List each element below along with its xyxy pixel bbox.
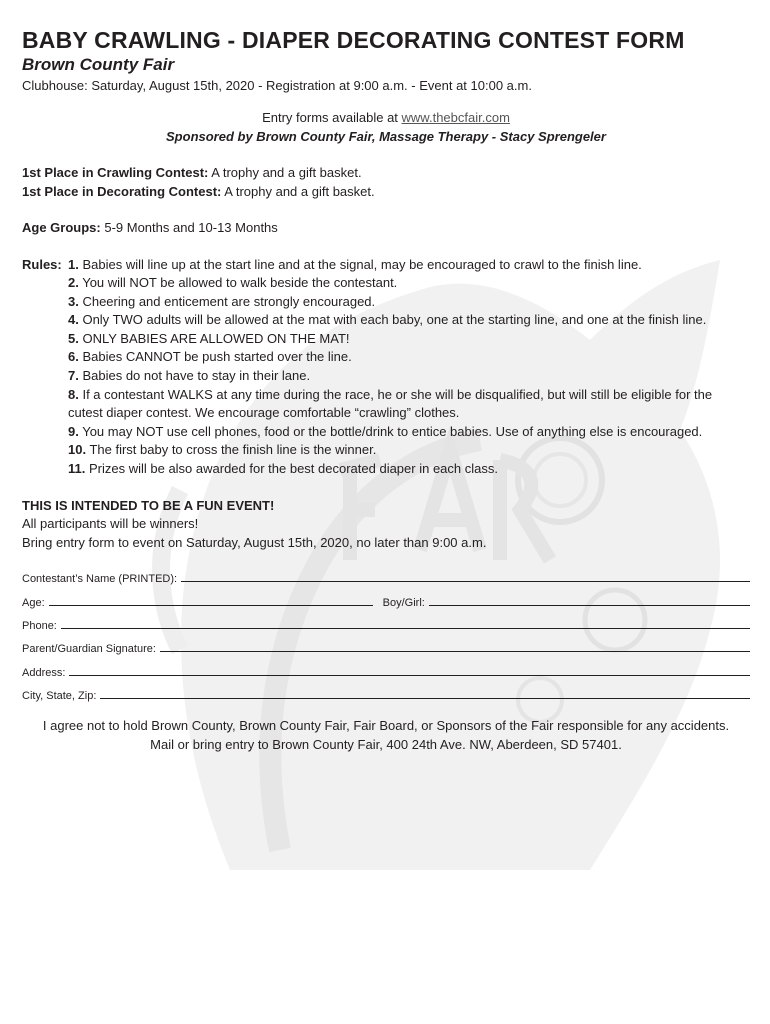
fun-heading: THIS IS INTENDED TO BE A FUN EVENT! — [22, 497, 275, 513]
age-groups-label: Age Groups: — [22, 220, 101, 235]
signature-field[interactable] — [22, 632, 750, 655]
fun-line-deadline: Bring entry form to event on Saturday, August 15th, 2020, no later than 9:00 a.m. — [22, 534, 487, 550]
prize-text: A trophy and a gift basket. — [221, 183, 375, 199]
contest-form — [22, 26, 750, 754]
gender-label: Boy/Girl: — [382, 596, 425, 609]
signature-input[interactable] — [160, 642, 750, 652]
rule-item — [68, 348, 750, 367]
rule-item — [68, 441, 750, 460]
rule-text: You may NOT use cell phones, food or the bottle/drink to entice babies. Use of anything else is encouraged. — [78, 423, 703, 439]
rule-item — [68, 274, 750, 293]
phone-label: Phone: — [22, 620, 57, 633]
agreement-section — [22, 716, 750, 754]
rule-item — [68, 256, 750, 275]
rule-number: 5. — [68, 330, 79, 346]
rule-text: If a contestant WALKS at any time during the race, he or she will be disqualified, but will still be eligible for the cutest diaper contest. We encourage comfortable “crawling” clothes. — [68, 386, 713, 421]
address-field[interactable] — [22, 655, 750, 678]
age-label: Age: — [22, 596, 45, 609]
form-title: BABY CRAWLING - DIAPER DECORATING CONTEST FORM — [22, 27, 685, 53]
rule-text: Cheering and enticement are strongly encouraged. — [78, 293, 376, 309]
rule-number: 9. — [68, 423, 79, 439]
fun-event-section — [22, 497, 750, 553]
rule-text: Babies CANNOT be push started over the line. — [78, 349, 352, 365]
city-label: City, State, Zip: — [22, 689, 97, 702]
rule-number: 1. — [68, 256, 79, 272]
prize-decorating — [22, 183, 750, 202]
rule-item — [68, 367, 750, 386]
website-link[interactable]: www.thebcfair.com — [401, 110, 510, 125]
entry-fields — [22, 562, 750, 702]
city-field[interactable] — [22, 679, 750, 702]
rule-number: 10. — [68, 442, 87, 458]
address-input[interactable] — [69, 666, 750, 676]
rule-number: 3. — [68, 293, 79, 309]
rule-text: Only TWO adults will be allowed at the mat with each baby, one at the starting line, and one at the finish line. — [78, 312, 707, 328]
rule-item — [68, 330, 750, 349]
rule-text: You will NOT be allowed to walk beside the contestant. — [78, 275, 398, 291]
gender-input[interactable] — [429, 596, 750, 606]
fair-name: Brown County Fair — [22, 55, 175, 74]
entry-forms-text: Entry forms available at — [262, 110, 402, 125]
liability-waiver: I agree not to hold Brown County, Brown County Fair, Fair Board, or Sponsors of the Fair responsible for any accidents. — [42, 717, 730, 733]
age-groups — [22, 219, 750, 238]
age-input[interactable] — [49, 596, 373, 606]
rule-text: The first baby to cross the finish line is the winner. — [86, 442, 377, 458]
event-details: Clubhouse: Saturday, August 15th, 2020 - Registration at 9:00 a.m. - Event at 10:00 a.m. — [22, 78, 532, 93]
prize-label: 1st Place in Crawling Contest: — [22, 165, 209, 180]
rule-item — [68, 423, 750, 442]
rules-list — [68, 256, 750, 479]
prizes-section — [22, 164, 750, 201]
rule-number: 6. — [68, 349, 79, 365]
rules-section — [22, 256, 750, 479]
mailing-address: Mail or bring entry to Brown County Fair, 400 24th Ave. NW, Aberdeen, SD 57401. — [150, 736, 622, 752]
rule-item — [68, 460, 750, 479]
address-label: Address: — [22, 666, 66, 679]
city-input[interactable] — [100, 689, 750, 699]
contestant-name-input[interactable] — [181, 572, 750, 582]
rule-number: 11. — [68, 461, 86, 477]
rule-text: ONLY BABIES ARE ALLOWED ON THE MAT! — [78, 330, 350, 346]
phone-field[interactable] — [22, 609, 750, 632]
rule-text: Prizes will be also awarded for the best decorated diaper in each class. — [85, 461, 498, 477]
contestant-name-label: Contestant’s Name (PRINTED): — [22, 573, 178, 586]
entry-forms-line — [22, 109, 750, 127]
rule-item — [68, 293, 750, 312]
rule-text: Babies do not have to stay in their lane. — [78, 368, 311, 384]
prize-crawling — [22, 164, 750, 183]
rule-item — [68, 386, 750, 423]
fun-line-winners: All participants will be winners! — [22, 516, 199, 532]
age-gender-row — [22, 585, 750, 608]
rule-number: 7. — [68, 368, 79, 384]
rule-text: Babies will line up at the start line and at the signal, may be encouraged to crawl to the finish line. — [78, 256, 642, 272]
age-groups-text: 5-9 Months and 10-13 Months — [100, 220, 278, 235]
prize-label: 1st Place in Decorating Contest: — [22, 183, 222, 199]
signature-label: Parent/Guardian Signature: — [22, 643, 156, 656]
rule-number: 2. — [68, 275, 79, 291]
phone-input[interactable] — [61, 619, 750, 629]
rule-number: 8. — [68, 386, 79, 402]
prize-text: A trophy and a gift basket. — [208, 165, 362, 180]
contestant-name-field[interactable] — [22, 562, 750, 585]
rules-label: Rules: — [22, 256, 62, 272]
sponsor-line: Sponsored by Brown County Fair, Massage Therapy - Stacy Sprengeler — [166, 129, 606, 144]
rule-item — [68, 311, 750, 330]
rule-number: 4. — [68, 312, 79, 328]
